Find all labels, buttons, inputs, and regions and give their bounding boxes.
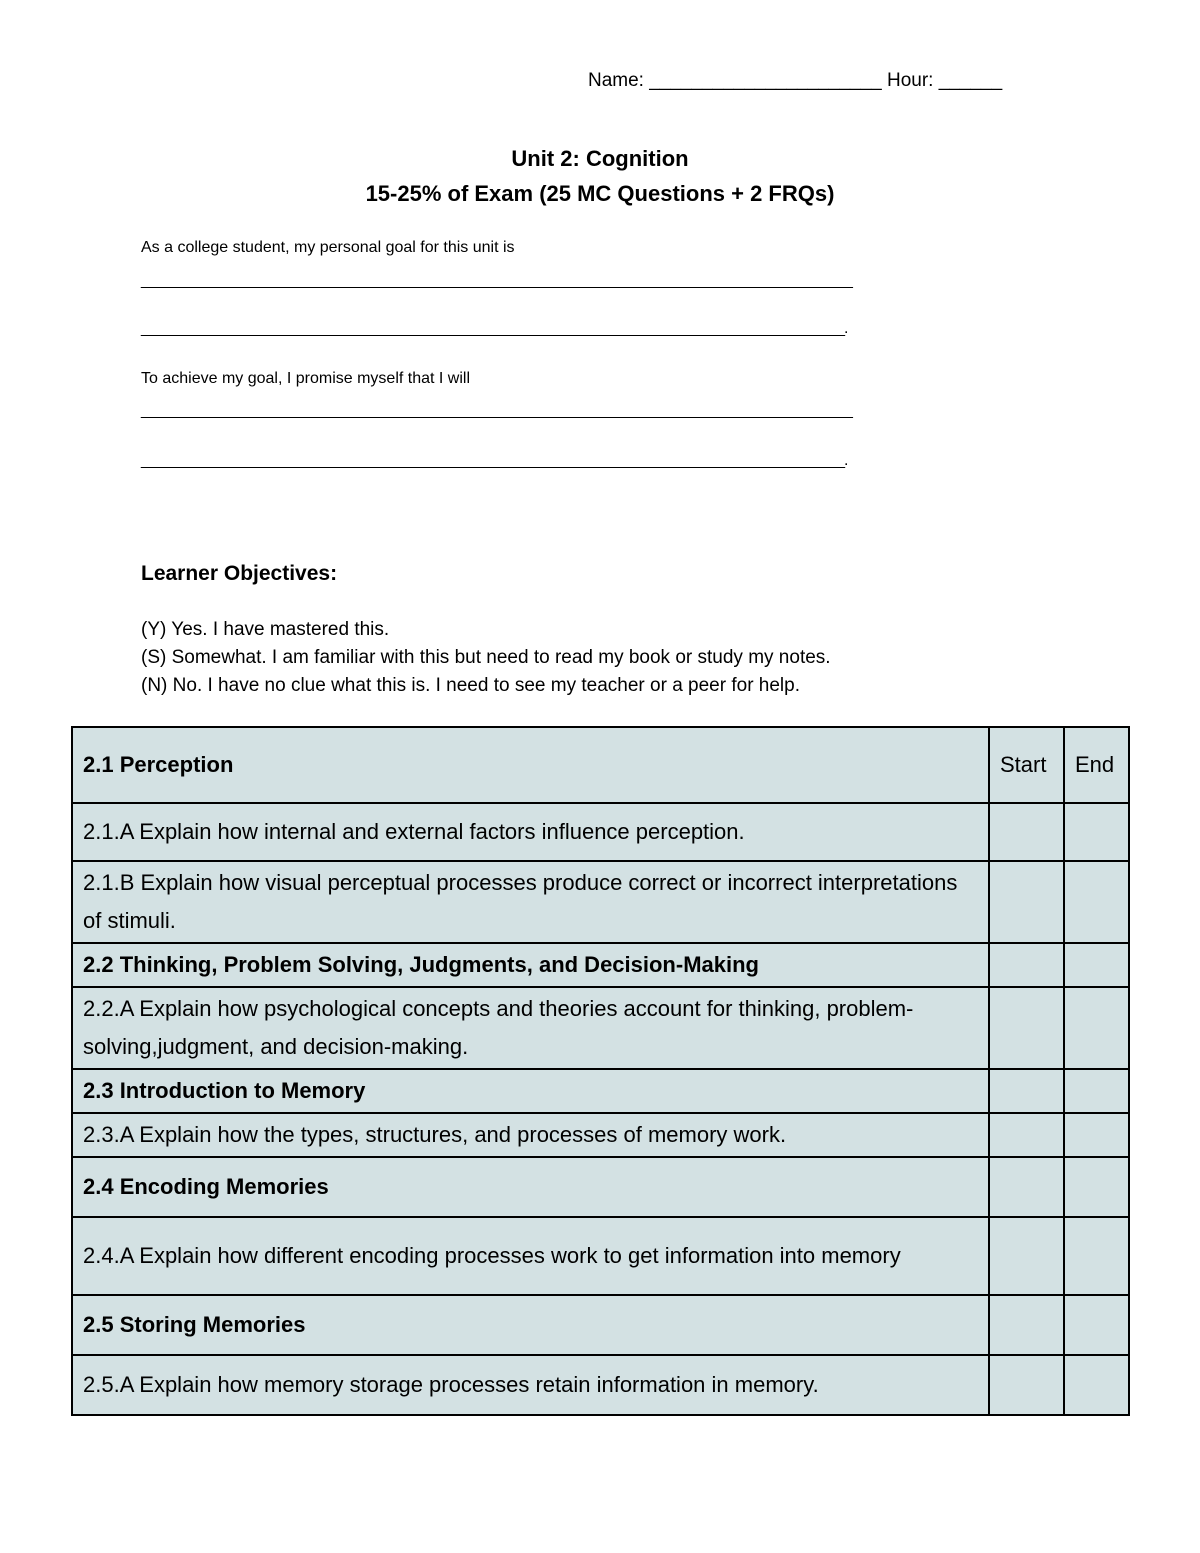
start-checkbox-cell[interactable]	[989, 943, 1064, 987]
table-objective-text: 2.1.A Explain how internal and external factors influence perception.	[72, 803, 989, 861]
table-objective-text: 2.2.A Explain how psychological concepts and theories account for thinking, problem-solving,judgment, and decision-making.	[72, 987, 989, 1069]
goal-blank-line-2[interactable]: _________________________________________________________________________________________.	[141, 320, 848, 337]
table-row	[72, 1113, 1129, 1157]
table-row	[72, 987, 1129, 1069]
table-row	[72, 1355, 1129, 1415]
table-objective-text: 2.5.A Explain how memory storage processes retain information in memory.	[72, 1355, 989, 1415]
start-checkbox-cell[interactable]	[989, 1113, 1064, 1157]
objectives-table	[71, 726, 1130, 1416]
end-checkbox-cell[interactable]	[1064, 861, 1129, 943]
promise-blank-line-2[interactable]: _________________________________________________________________________________________.	[141, 452, 848, 469]
end-checkbox-cell[interactable]	[1064, 1113, 1129, 1157]
table-section-heading: 2.4 Encoding Memories	[72, 1157, 989, 1217]
end-checkbox-cell[interactable]	[1064, 1355, 1129, 1415]
start-checkbox-cell[interactable]	[989, 1355, 1064, 1415]
end-checkbox-cell[interactable]	[1064, 1069, 1129, 1113]
table-section-heading: 2.2 Thinking, Problem Solving, Judgments, and Decision-Making	[72, 943, 989, 987]
table-row	[72, 861, 1129, 943]
start-checkbox-cell[interactable]	[989, 1069, 1064, 1113]
learner-objectives-heading: Learner Objectives:	[141, 562, 338, 585]
promise-prompt: To achieve my goal, I promise myself that I will	[141, 370, 471, 387]
table-row	[72, 1069, 1129, 1113]
legend-somewhat: (S) Somewhat. I am familiar with this but need to read my book or study my notes.	[141, 647, 831, 668]
table-section-heading: 2.5 Storing Memories	[72, 1295, 989, 1355]
start-checkbox-cell[interactable]	[989, 861, 1064, 943]
end-checkbox-cell[interactable]	[1064, 803, 1129, 861]
table-objective-text: 2.4.A Explain how different encoding processes work to get information into memory	[72, 1217, 989, 1295]
name-hour-line: Name: ______________________ Hour: ______	[588, 70, 1003, 91]
table-row-text: 2.1 Perception	[72, 727, 989, 803]
start-checkbox-cell[interactable]	[989, 803, 1064, 861]
goal-blank-line-1[interactable]: __________________________________________________________________________________________	[141, 272, 852, 289]
start-checkbox-cell[interactable]	[989, 1157, 1064, 1217]
legend-no: (N) No. I have no clue what this is. I need to see my teacher or a peer for help.	[141, 675, 800, 696]
end-column-header: End	[1064, 727, 1129, 803]
table-objective-text: 2.3.A Explain how the types, structures, and processes of memory work.	[72, 1113, 989, 1157]
end-checkbox-cell[interactable]	[1064, 943, 1129, 987]
end-checkbox-cell[interactable]	[1064, 987, 1129, 1069]
start-checkbox-cell[interactable]	[989, 1217, 1064, 1295]
end-checkbox-cell[interactable]	[1064, 1157, 1129, 1217]
unit-title: Unit 2: Cognition	[511, 146, 689, 171]
end-checkbox-cell[interactable]	[1064, 1217, 1129, 1295]
table-header-row	[72, 727, 1129, 803]
table-row	[72, 1295, 1129, 1355]
table-row	[72, 1217, 1129, 1295]
legend-yes: (Y) Yes. I have mastered this.	[141, 619, 390, 640]
start-checkbox-cell[interactable]	[989, 987, 1064, 1069]
exam-weight: 15-25% of Exam (25 MC Questions + 2 FRQs)	[365, 181, 835, 206]
goal-prompt: As a college student, my personal goal for this unit is	[141, 239, 515, 256]
table-row	[72, 943, 1129, 987]
table-row	[72, 1157, 1129, 1217]
table-section-heading: 2.3 Introduction to Memory	[72, 1069, 989, 1113]
table-objective-text: 2.1.B Explain how visual perceptual processes produce correct or incorrect interpretations of stimuli.	[72, 861, 989, 943]
start-column-header: Start	[989, 727, 1064, 803]
end-checkbox-cell[interactable]	[1064, 1295, 1129, 1355]
start-checkbox-cell[interactable]	[989, 1295, 1064, 1355]
table-row	[72, 803, 1129, 861]
promise-blank-line-1[interactable]: __________________________________________________________________________________________	[141, 402, 852, 419]
